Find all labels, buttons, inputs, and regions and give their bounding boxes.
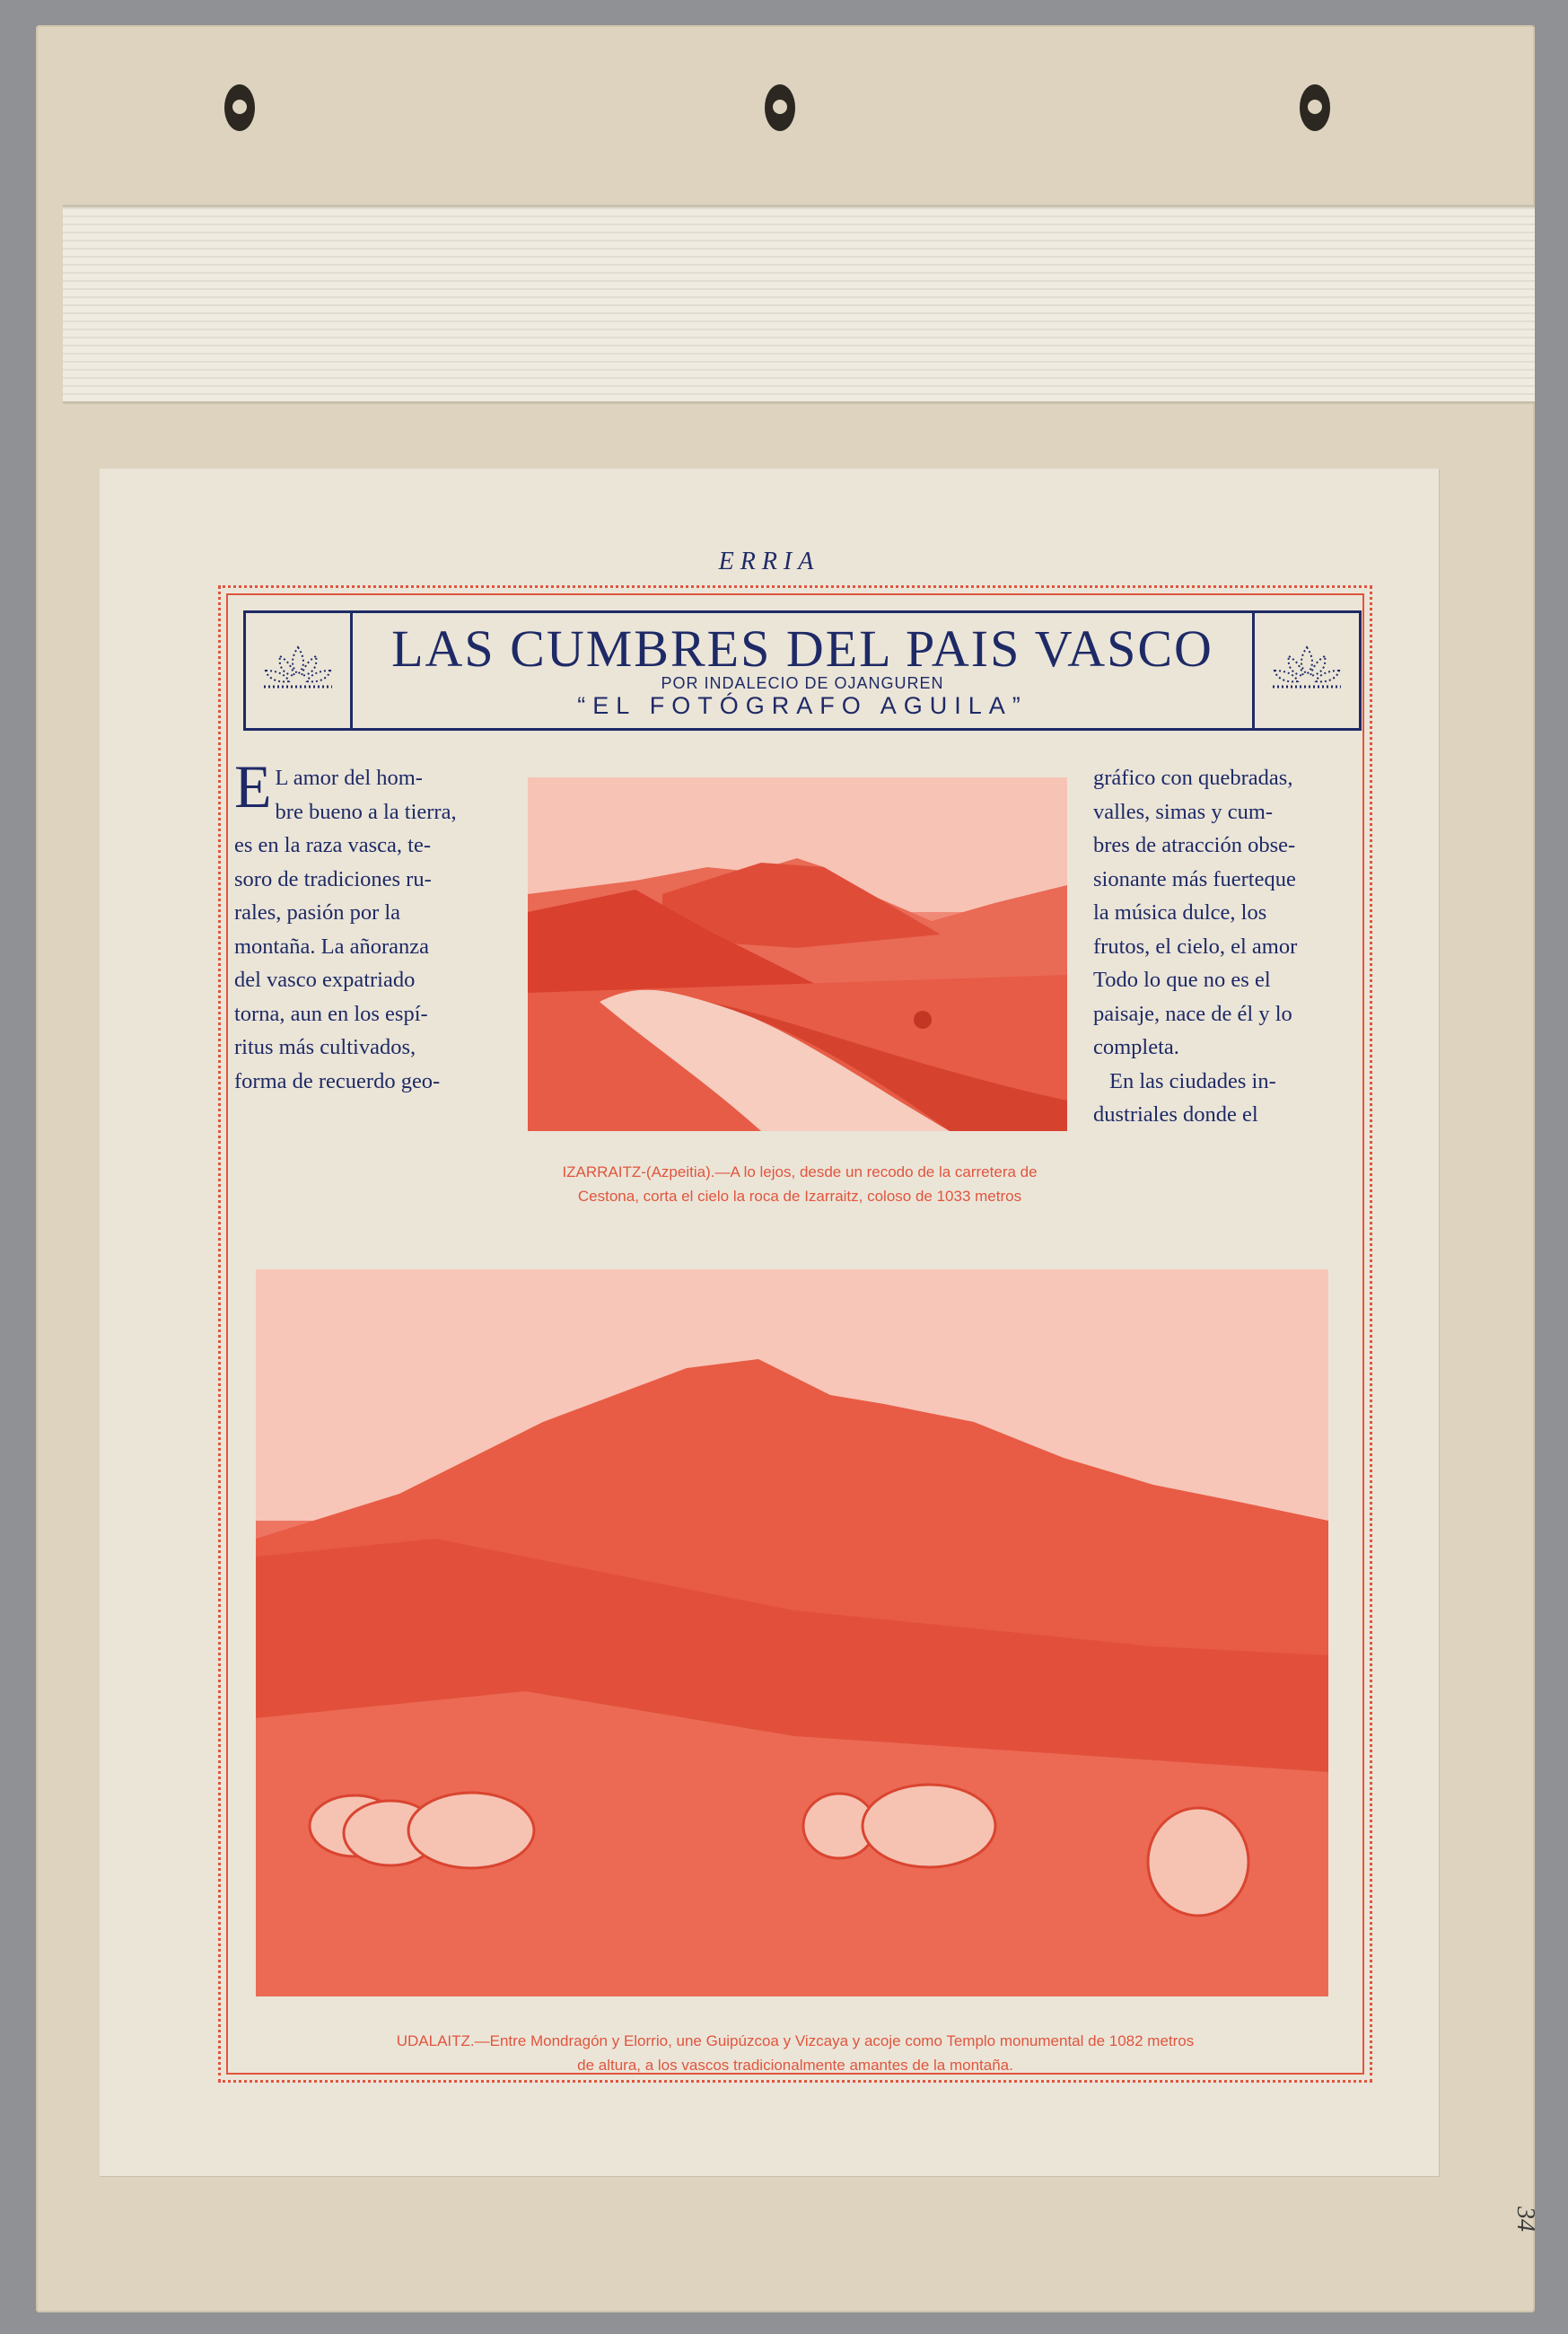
text-line: del vasco expatriado bbox=[234, 968, 416, 992]
photo-caption-udalaitz bbox=[288, 2029, 1302, 2077]
text-line: rales, pasión por la bbox=[234, 900, 401, 925]
text-line: forma de recuerdo geo- bbox=[234, 1068, 441, 1093]
caption-line: Cestona, corta el cielo la roca de Izarraitz, coloso de 1033 metros bbox=[577, 1188, 1022, 1205]
text-line: valles, simas y cum- bbox=[1093, 799, 1274, 824]
text-line: paisaje, nace de él y lo bbox=[1093, 1001, 1292, 1026]
caption-line: UDALAITZ.—Entre Mondragón y Elorrio, une Guipúzcoa y Vizcaya y acoje como Templo monumental de 1082 metros bbox=[396, 2032, 1195, 2049]
text-column-left bbox=[234, 752, 495, 1098]
text-line: sionante más fuerteque bbox=[1093, 866, 1296, 891]
title-box bbox=[243, 610, 1362, 731]
magazine-page bbox=[100, 469, 1439, 2176]
text-line: frutos, el cielo, el amor bbox=[1093, 934, 1298, 959]
text-line: dustriales donde el bbox=[1093, 1102, 1258, 1127]
text-line: montaña. La añoranza bbox=[234, 934, 429, 959]
caption-line: de altura, a los vascos tradicionalmente amantes de la montaña. bbox=[577, 2057, 1013, 2074]
binding-hole bbox=[765, 84, 795, 131]
text-line: completa. bbox=[1093, 1035, 1179, 1059]
text-line: soro de tradiciones ru- bbox=[234, 866, 432, 891]
text-line: torna, aun en los espí- bbox=[234, 1001, 428, 1026]
text-line: gráfico con quebradas, bbox=[1093, 766, 1293, 790]
text-line: bres de atracción obse- bbox=[1093, 833, 1296, 857]
caption-line: IZARRAITZ-(Azpeitia).—A lo lejos, desde un recodo de la carretera de bbox=[562, 1163, 1038, 1180]
binding-ribbon bbox=[63, 205, 1535, 404]
text-line: la música dulce, los bbox=[1093, 900, 1267, 925]
text-line: ritus más cultivados, bbox=[234, 1035, 416, 1059]
article-title: LAS CUMBRES DEL PAIS VASCO bbox=[391, 619, 1213, 678]
magazine-name: ERRIA bbox=[718, 548, 820, 575]
article-byline: POR INDALECIO DE OJANGUREN bbox=[661, 674, 944, 692]
drop-cap: E bbox=[234, 752, 272, 820]
photo-izarraitz bbox=[528, 777, 1067, 1131]
photo-udalaitz bbox=[256, 1269, 1328, 1996]
text-line: En las ciudades in- bbox=[1109, 1068, 1276, 1093]
text-line: Todo lo que no es el bbox=[1093, 968, 1271, 992]
text-line: L amor del hom- bbox=[275, 766, 423, 790]
binding-hole bbox=[224, 84, 255, 131]
photo-caption-izarraitz bbox=[495, 1160, 1105, 1208]
text-column-right bbox=[1093, 761, 1353, 1132]
page-number: 34 bbox=[1511, 2207, 1539, 2232]
binding-hole bbox=[1300, 84, 1330, 131]
text-line: bre bueno a la tierra, bbox=[275, 799, 457, 824]
article-tagline: “EL FOTÓGRAFO AGUILA” bbox=[577, 692, 1028, 719]
text-line: es en la raza vasca, te- bbox=[234, 833, 431, 857]
